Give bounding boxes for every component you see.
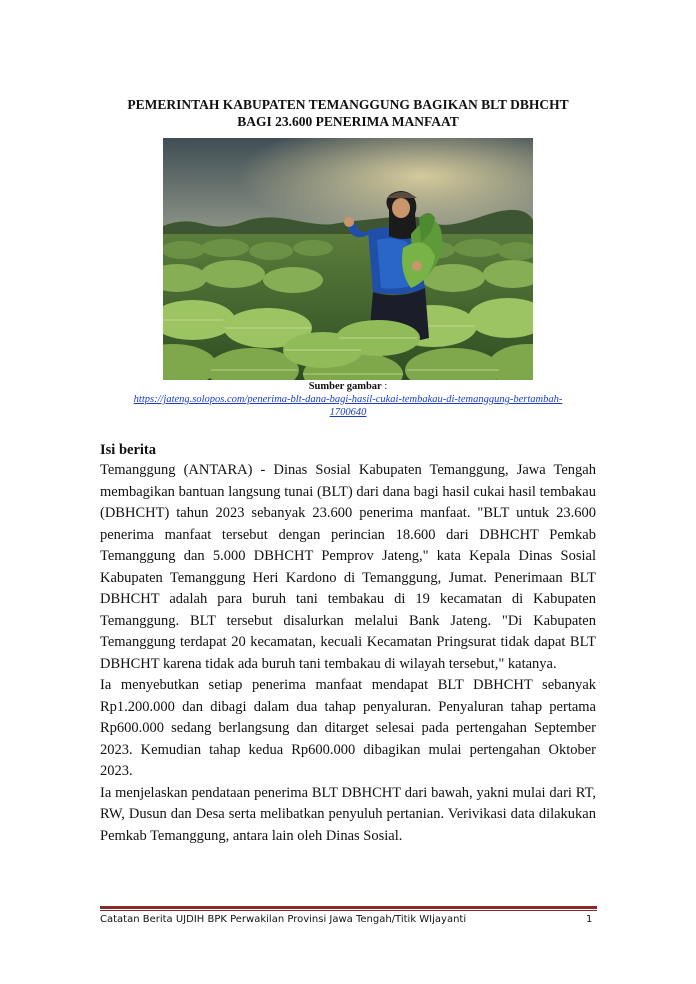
source-link[interactable] xyxy=(134,394,563,418)
article-photo xyxy=(163,138,533,380)
page-number: 1 xyxy=(586,914,593,925)
section-heading: Isi berita xyxy=(100,442,156,458)
article-body xyxy=(100,460,596,847)
article-title-line-1: PEMERINTAH KABUPATEN TEMANGGUNG BAGIKAN BLT DBHCHT xyxy=(127,97,569,112)
footer-text: Catatan Berita UJDIH BPK Perwakilan Provinsi Jawa Tengah/Titik WIjayanti xyxy=(100,914,467,925)
source-link-line-2[interactable]: 1700640 xyxy=(329,407,367,418)
source-link-line-1[interactable]: https://jateng.solopos.com/penerima-blt-dana-bagi-hasil-cukai-tembakau-di-temanggung-bertambah- xyxy=(133,394,563,405)
footer-divider xyxy=(100,906,597,909)
image-caption xyxy=(100,380,596,419)
article-title xyxy=(96,96,600,130)
paragraph-2: Ia menyebutkan setiap penerima manfaat mendapat BLT DBHCHT sebanyak Rp1.200.000 dan dibagi dalam dua tahap penyaluran. Penyaluran tahap pertama Rp600.000 sedang berlangsung dan ditarget selesai pada pertengahan September 2023. Kemudian tahap kedua Rp600.000 dibagikan mulai pertengahan Oktober 2023. xyxy=(100,677,596,779)
caption-colon: : xyxy=(381,381,388,392)
paragraph-3: Ia menjelaskan pendataan penerima BLT DBHCHT dari bawah, yakni mulai dari RT, RW, Dusun dan Desa serta melibatkan penyuluh pertanian. Verivikasi data dilakukan Pemkab Temanggung, antara lain oleh Dinas Sosial. xyxy=(100,784,596,844)
caption-label: Sumber gambar xyxy=(308,381,382,392)
article-title-line-2: BAGI 23.600 PENERIMA MANFAAT xyxy=(237,114,459,129)
paragraph-1: Temanggung (ANTARA) - Dinas Sosial Kabupaten Temanggung, Jawa Tengah membagikan bantuan langsung tunai (BLT) dari dana bagi hasil cukai hasil tembakau (DBHCHT) tahun 2023 sebanyak 23.600 penerima manfaat. "BLT untuk 23.600 penerima manfaat tersebut dengan perincian 18.600 dari DBHCHT Pemkab Temanggung dan 5.000 DBHCHT Pemprov Jateng," kata Kepala Dinas Sosial Kabupaten Temanggung Heri Kardono di Temanggung, Jumat. Penerimaan BLT DBHCHT adalah para buruh tani tembakau di 19 kecamatan di Kabupaten Temanggung. BLT tersebut disalurkan melalui Bank Jateng. "Di Kabupaten Temanggung terdapat 20 kecamatan, kecuali Kecamatan Pringsurat tidak dapat BLT DBHCHT karena tidak ada buruh tani tembakau di wilayah tersebut," katanya. xyxy=(100,462,596,672)
